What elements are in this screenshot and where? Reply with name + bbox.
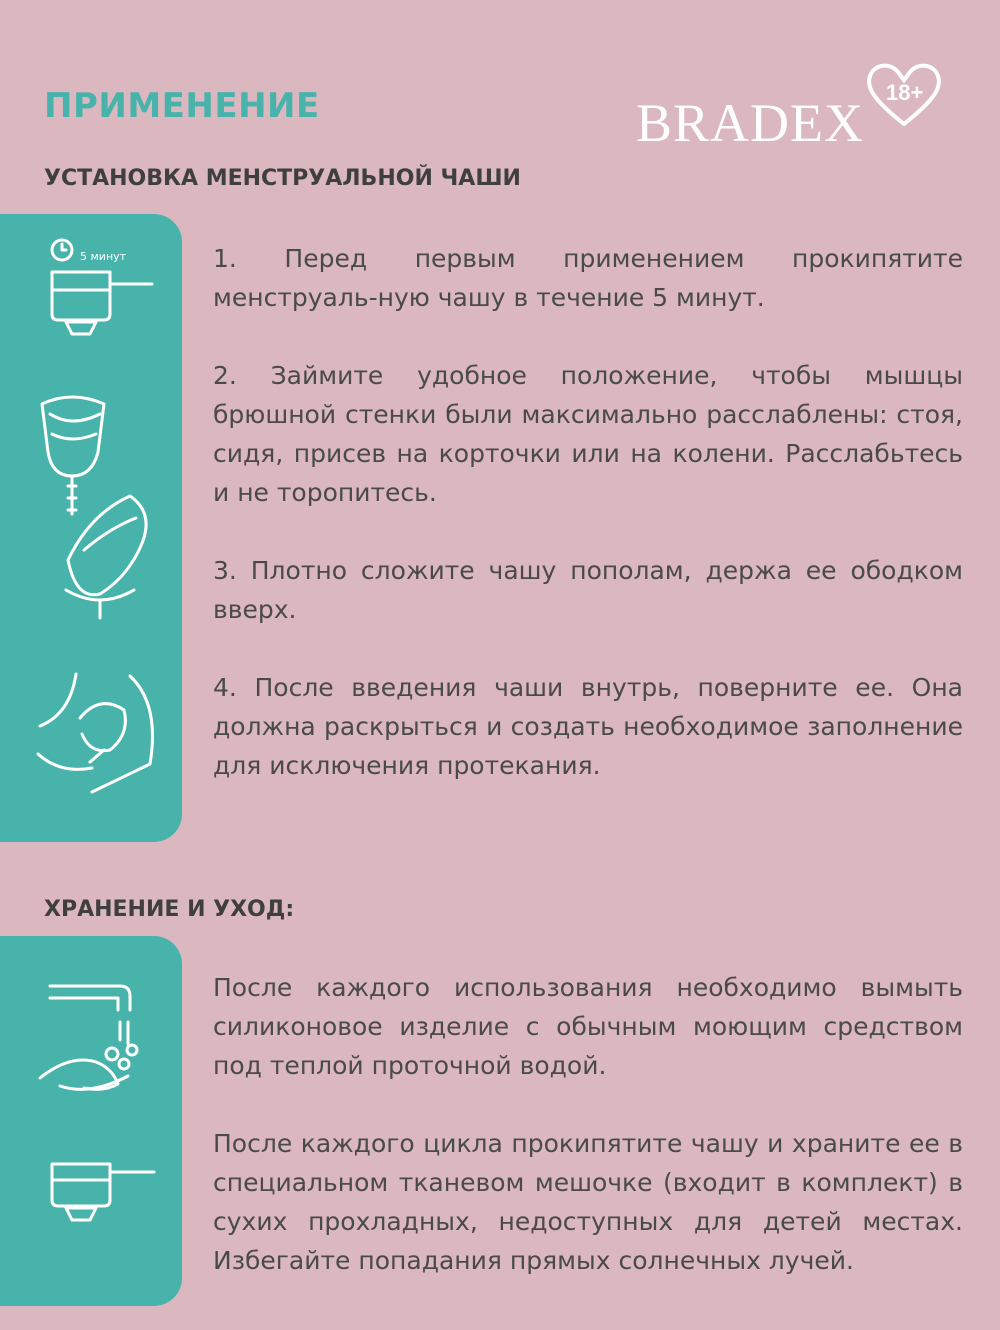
care-paragraph-1: После каждого использования необходимо вымыть силиконовое изделие с обычным моющим средством под теплой проточной водой. <box>213 973 963 1080</box>
care-icon-panel <box>0 936 182 1306</box>
installation-step-3: 3. Плотно сложите чашу пополам, держа ее ободком вверх. <box>213 556 963 624</box>
page-title: ПРИМЕНЕНИЕ <box>44 86 320 126</box>
installation-step-2: 2. Займите удобное положение, чтобы мышцы брюшной стенки были максимально расслаблены: стоя, сидя, присев на корточки или на колени. Расслабьтесь и не торопитесь. <box>213 361 963 507</box>
folded-cup-icon <box>42 397 104 514</box>
boil-time-label: 5 минут <box>80 250 127 263</box>
insertion-icon <box>38 674 153 792</box>
brand-name: BRADEX <box>636 93 865 153</box>
washing-hands-icon <box>40 986 137 1089</box>
care-heading: ХРАНЕНИЕ И УХОД: <box>44 897 295 922</box>
age-mark: 18+ <box>886 80 924 105</box>
installation-icon-panel <box>0 214 182 842</box>
installation-step-1: 1. Перед первым применением прокипятите менструаль-ную чашу в течение 5 минут. <box>213 244 963 312</box>
boiling-pot-icon <box>52 1164 154 1220</box>
care-paragraph-2: После каждого цикла прокипятите чашу и храните ее в специальном тканевом мешочке (входит в комплект) в сухих прохладных, недоступных для детей местах. Избегайте попадания прямых солнечных лучей. <box>213 1129 963 1275</box>
installation-step-4: 4. После введения чаши внутрь, поверните ее. Она должна раскрыться и создать необходимое заполнение для исключения протекания. <box>213 673 963 780</box>
installation-heading: УСТАНОВКА МЕНСТРУАЛЬНОЙ ЧАШИ <box>44 166 521 191</box>
folded-cup-side-icon <box>66 496 146 618</box>
brand-logo <box>636 60 956 160</box>
